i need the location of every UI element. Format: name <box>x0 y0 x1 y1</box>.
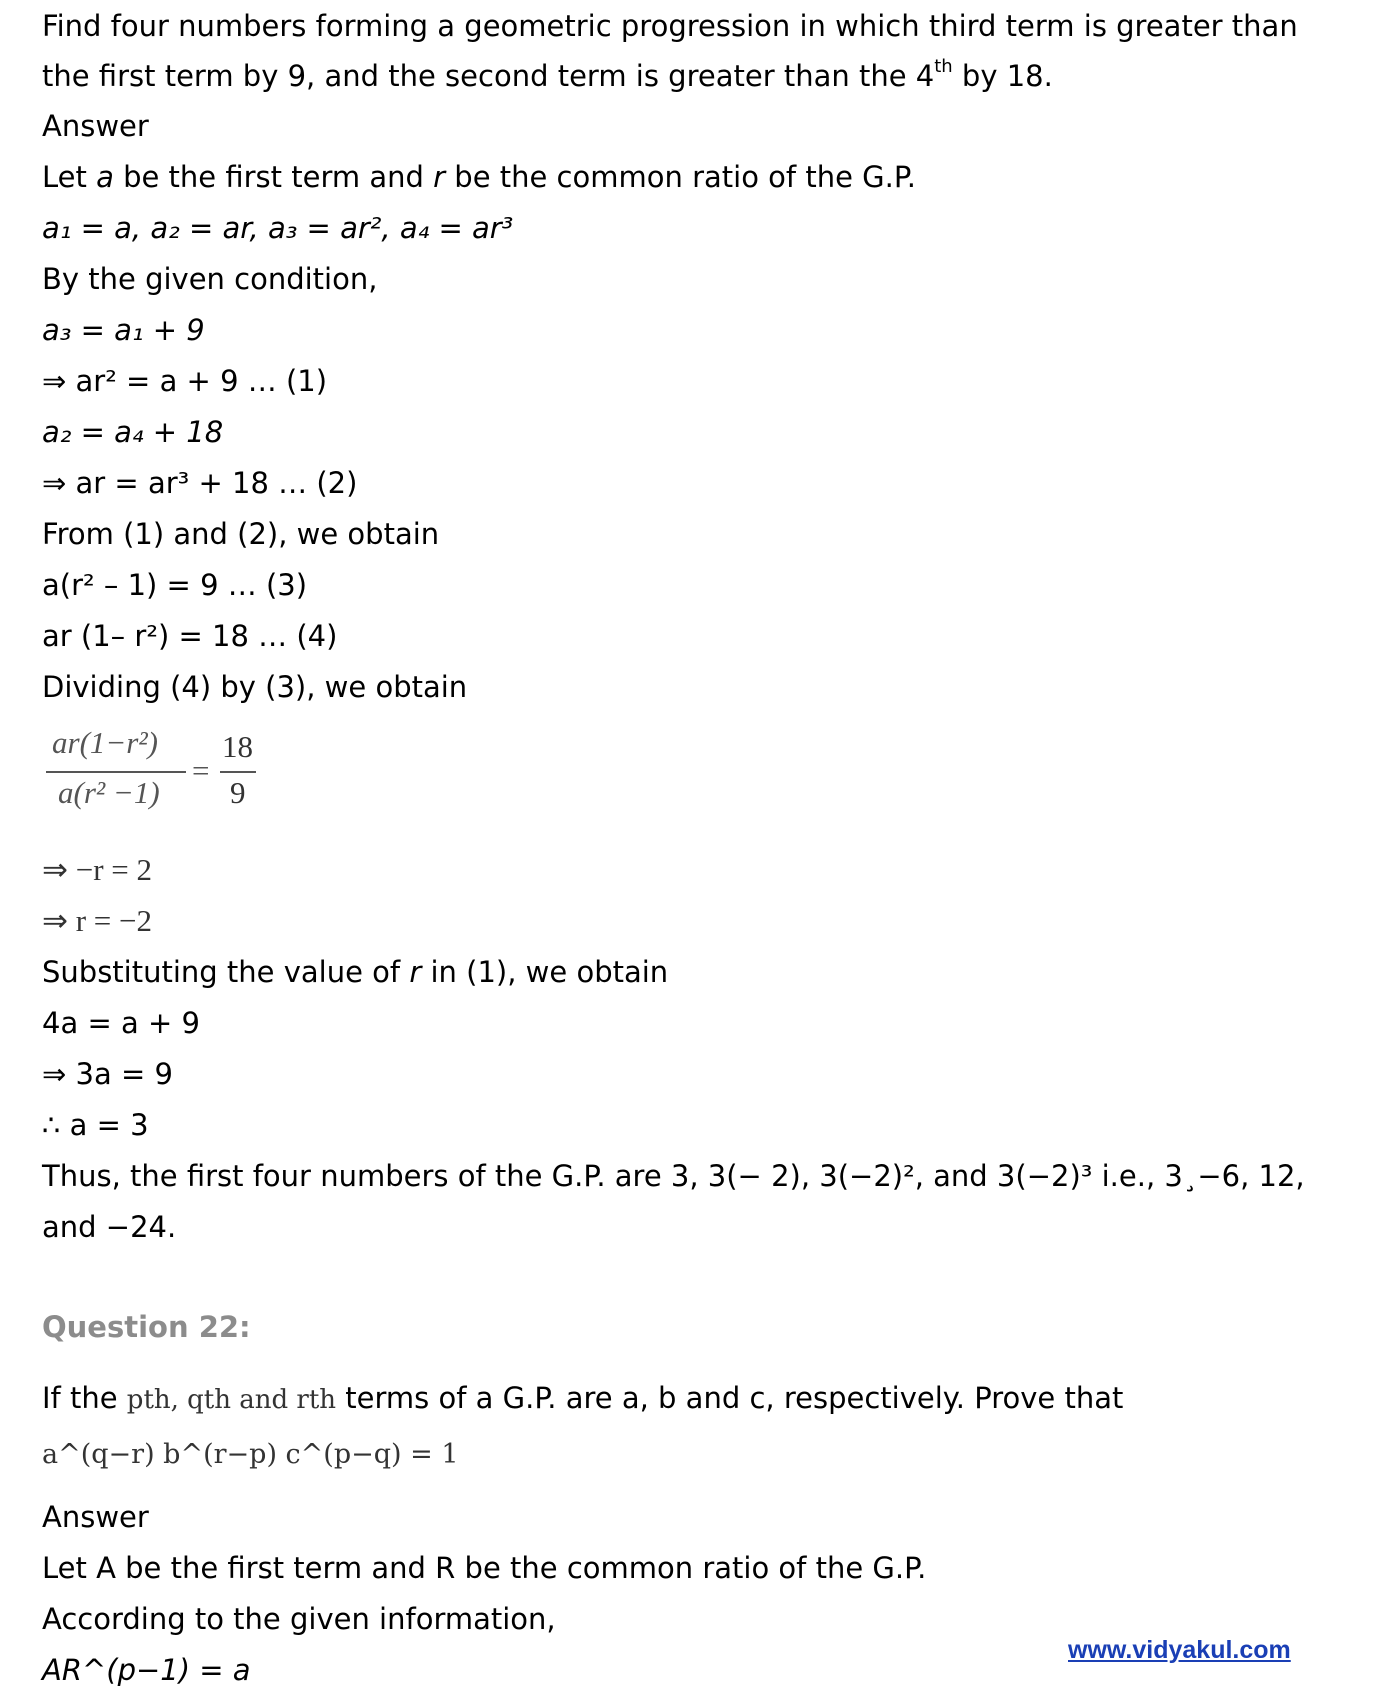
r-value: ⇒ r = −2 <box>42 903 153 938</box>
question-22-heading: Question 22: <box>42 1310 251 1344</box>
equation-a3: a₃ = a₁ + 9 <box>42 313 205 347</box>
fraction-denominator: a(r² −1) <box>58 775 160 810</box>
fraction-bar <box>46 771 186 773</box>
q22-answer-label: Answer <box>42 1500 149 1534</box>
q22-let-line: Let A be the first term and R be the common ratio of the G.P. <box>42 1551 927 1585</box>
equation-2: ⇒ ar = ar³ + 18 … (2) <box>42 466 358 500</box>
q22-arp: AR^(p−1) = a <box>42 1653 251 1687</box>
fraction-numerator: ar(1−r²) <box>52 725 158 760</box>
equation-a2: a₂ = a₄ + 18 <box>42 415 224 449</box>
substituting-line: Substituting the value of r in (1), we obtain <box>42 955 669 989</box>
equation-3: a(r² – 1) = 9 … (3) <box>42 568 308 602</box>
given-condition: By the given condition, <box>42 262 378 296</box>
q22-statement: If the pth, qth and rth terms of a G.P. are a, b and c, respectively. Prove that <box>42 1381 1124 1415</box>
equation-1: ⇒ ar² = a + 9 … (1) <box>42 364 328 398</box>
thus-line-2: and −24. <box>42 1210 177 1244</box>
problem-line-1: Find four numbers forming a geometric progression in which third term is greater than <box>42 9 1298 43</box>
vidyakul-link[interactable]: www.vidyakul.com <box>1068 1636 1291 1664</box>
q22-identity: a^(q−r) b^(r−p) c^(p−q) = 1 <box>42 1439 459 1470</box>
equation-4: ar (1– r²) = 18 … (4) <box>42 619 338 653</box>
answer-label: Answer <box>42 109 149 143</box>
thus-line-1: Thus, the first four numbers of the G.P. are 3, 3(− 2), 3(−2)², and 3(−2)³ i.e., 3¸−6, 12, <box>42 1159 1305 1193</box>
terms-line: a₁ = a, a₂ = ar, a₃ = ar², a₄ = ar³ <box>42 211 514 245</box>
equation-4a: 4a = a + 9 <box>42 1006 200 1040</box>
fraction-equals: = <box>192 753 210 788</box>
rhs-denominator: 9 <box>230 775 246 810</box>
rhs-fraction-bar <box>220 771 256 773</box>
neg-r-equation: ⇒ −r = 2 <box>42 852 153 887</box>
let-statement: Let a be the first term and r be the common ratio of the G.P. <box>42 160 917 194</box>
q22-according: According to the given information, <box>42 1602 556 1636</box>
from-1-and-2: From (1) and (2), we obtain <box>42 517 440 551</box>
equation-a-value: ∴ a = 3 <box>42 1108 149 1142</box>
dividing-line: Dividing (4) by (3), we obtain <box>42 670 468 704</box>
rhs-numerator: 18 <box>222 729 253 764</box>
equation-3a: ⇒ 3a = 9 <box>42 1057 173 1091</box>
problem-line-2: the first term by 9, and the second term is greater than the 4th by 18. <box>42 56 1053 93</box>
